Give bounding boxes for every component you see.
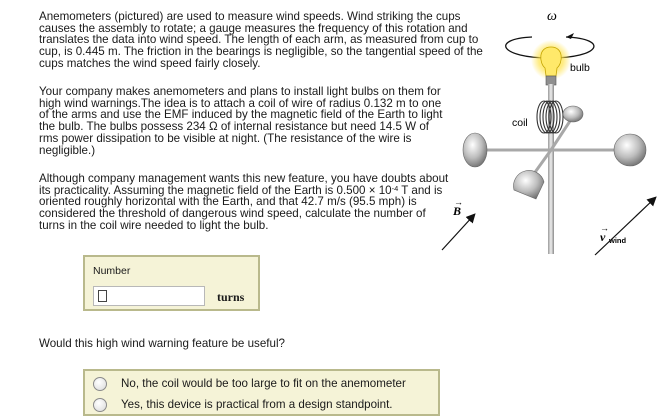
problem-paragraph-3 bbox=[39, 173, 449, 232]
number-input[interactable] bbox=[93, 286, 205, 306]
number-label: Number bbox=[93, 265, 131, 277]
wind-vector-arrow: → bbox=[600, 223, 609, 233]
choice-group bbox=[83, 369, 440, 416]
answer-box bbox=[83, 255, 260, 311]
exponent: -4 bbox=[391, 183, 399, 193]
arm-back bbox=[551, 118, 572, 150]
coil-label: coil bbox=[512, 117, 528, 129]
b-field-vector-arrow: → bbox=[454, 197, 463, 207]
radio-no[interactable] bbox=[93, 377, 107, 391]
choice-yes[interactable] bbox=[93, 397, 433, 415]
cup-right bbox=[614, 134, 646, 166]
bulb-socket bbox=[546, 76, 556, 85]
wind-subscript: wind bbox=[609, 236, 627, 245]
wind-velocity-label: v bbox=[600, 230, 606, 244]
problem-paragraph-2: Your company makes anemometers and plans to install light bulbs on them for high wind warnings.The idea is to attach a coil of wire of radius 0.132 m to one of the arms and use the EMF induced by the magnetic field of the Earth to light the bulb. The bulbs possess 234 Ω of internal resistance but need 14.5 W of rms power dissipation to be visible at night. (The resistance of the wire is negligible.) bbox=[39, 85, 443, 157]
bulb-label: bulb bbox=[570, 62, 590, 74]
cup-left bbox=[463, 133, 487, 167]
omega-label: ω bbox=[547, 9, 557, 24]
problem-paragraph-1: Anemometers (pictured) are used to measure wind speeds. Wind striking the cups causes the assembly to rotate; a gauge measures the frequency of this rotation and translates the data into wind speed. The length of each arm, as measured from cup to cup, is 0.445 m. The friction in the bearings is negligible, so the tangential speed of the cups matches the wind speed fairly closely. bbox=[39, 10, 483, 70]
cup-front bbox=[513, 170, 544, 199]
paragraph-3-text-b: T and is oriented roughly horizontal with the Earth, and that 42.7 m/s (95.5 mph) is considered the threshold of dangerous wind speed, calculate the number of turns in the coil wire needed to light the bulb. bbox=[39, 183, 443, 232]
cup-back bbox=[563, 106, 583, 122]
choice-no[interactable] bbox=[93, 376, 433, 394]
b-field-arrow bbox=[442, 215, 474, 250]
input-cursor bbox=[98, 290, 107, 302]
choice-no-label: No, the coil would be too large to fit on the anemometer bbox=[121, 377, 406, 390]
anemometer-figure bbox=[440, 0, 663, 270]
paragraph-3-text-a: Although company management wants this new feature, you have doubts about its practicality. Assuming the magnetic field of the Earth is 0.500 × 10 bbox=[39, 172, 449, 197]
question-text: Would this high wind warning feature be useful? bbox=[39, 337, 285, 350]
unit-label: turns bbox=[217, 290, 245, 304]
radio-yes[interactable] bbox=[93, 398, 107, 412]
b-field-label: B bbox=[453, 204, 462, 218]
choice-yes-label: Yes, this device is practical from a design standpoint. bbox=[121, 398, 393, 411]
